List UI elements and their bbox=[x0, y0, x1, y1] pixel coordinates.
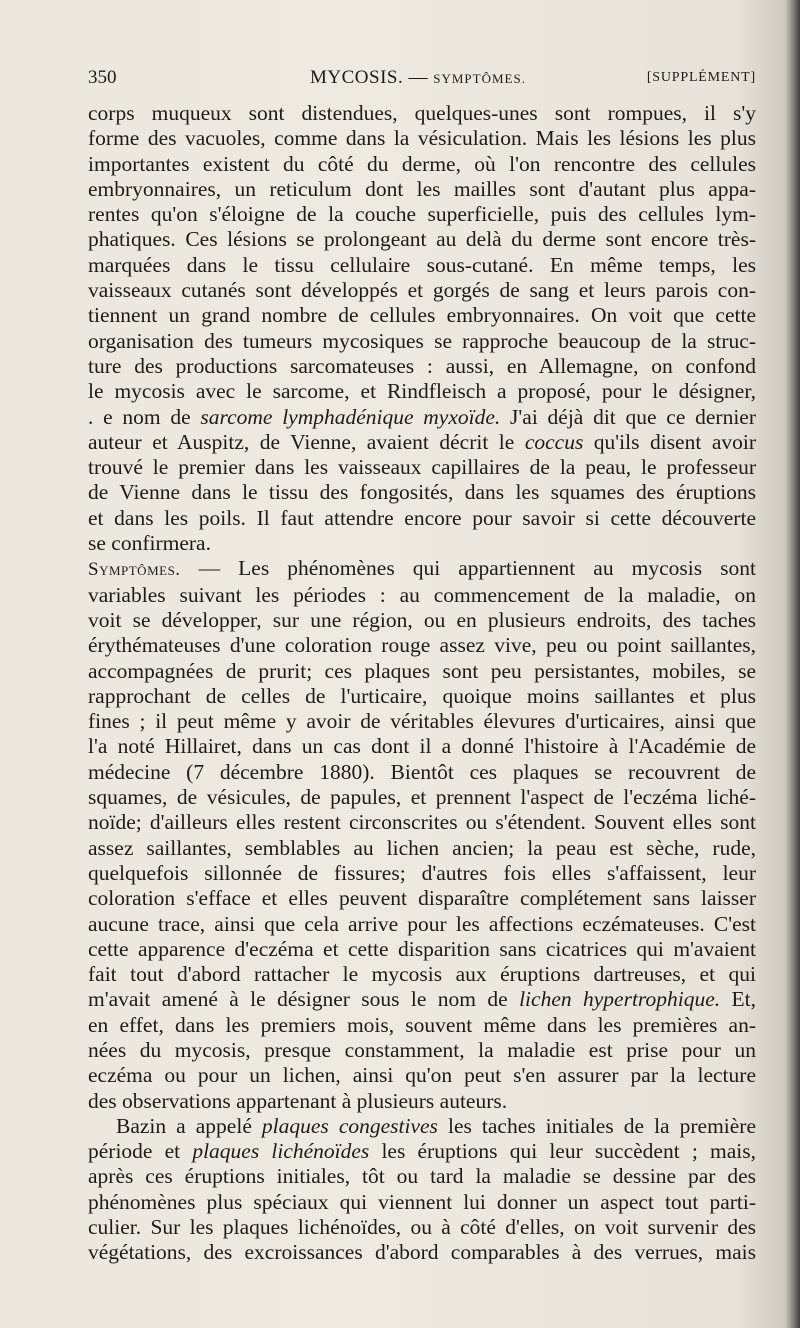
text-line: se confirmera. bbox=[88, 531, 211, 556]
text-line: tiennent un grand nombre de cellules embryonnaires. On voit que cette bbox=[88, 303, 756, 328]
text-line: importantes existent du côté du derme, où l'on rencontre des cellules bbox=[88, 151, 756, 176]
text-line: auteur et Auspitz, de Vienne, avaient décrit le coccus qu'ils disent avoir bbox=[88, 429, 756, 454]
page-edge-shadow bbox=[786, 0, 800, 1328]
text-line: et dans les poils. Il faut attendre encore pour savoir si cette découverte bbox=[88, 505, 756, 530]
text-line: Bazin a appelé plaques congestives les taches initiales de la première bbox=[116, 1113, 757, 1138]
text-line: végétations, des excroissances d'abord comparables à des verrues, mais bbox=[88, 1240, 756, 1265]
text-line: rentes qu'on s'éloigne de la couche superficielle, puis des cellules lym- bbox=[88, 202, 756, 227]
text-line: voit se développer, sur une région, ou en plusieurs endroits, des taches bbox=[88, 607, 756, 632]
text-line: eczéma ou pour un lichen, ainsi qu'on peut s'en assurer par la lecture bbox=[88, 1063, 756, 1088]
text-line: assez saillantes, semblables au lichen ancien; la peau est sèche, rude, bbox=[88, 835, 756, 860]
text-line: médecine (7 décembre 1880). Bientôt ces plaques se recouvrent de bbox=[88, 759, 756, 784]
page-number: 350 bbox=[88, 67, 117, 88]
text-line: des observations appartenant à plusieurs auteurs. bbox=[88, 1088, 508, 1113]
text-line: cette apparence d'eczéma et cette disparition sans cicatrices qui m'avaient bbox=[88, 936, 756, 961]
text-line: phénomènes plus spéciaux qui viennent lui donner un aspect tout parti- bbox=[88, 1189, 756, 1214]
text-line: érythémateuses d'une coloration rouge assez vive, peu ou point saillantes, bbox=[88, 633, 756, 658]
text-line: m'avait amené à le désigner sous le nom de lichen hypertrophique. Et, bbox=[88, 987, 757, 1012]
italic-term: plaques lichénoïdes bbox=[192, 1139, 370, 1164]
text-line: en effet, dans les premiers mois, souvent même dans les premières an- bbox=[88, 1012, 756, 1037]
text-line: fait tout d'abord rattacher le mycosis aux éruptions dartreuses, et qui bbox=[88, 962, 756, 987]
text-line: nées du mycosis, presque constamment, la maladie est prise pour un bbox=[88, 1037, 756, 1062]
running-header bbox=[88, 66, 756, 90]
body-text bbox=[88, 101, 756, 1266]
text-line: trouvé le premier dans les vaisseaux capillaires de la peau, le professeur bbox=[88, 455, 756, 480]
text-line: l'a noté Hillairet, dans un cas dont il a donné l'histoire à l'Académie de bbox=[88, 734, 756, 759]
text-line: Symptômes. — Les phénomènes qui appartiennent au mycosis sont bbox=[88, 556, 756, 581]
text-line: corps muqueux sont distendues, quelques-unes sont rompues, il s'y bbox=[88, 101, 756, 125]
text-line: vaisseaux cutanés sont développés et gorgés de sang et leurs parois con- bbox=[88, 278, 756, 303]
running-subtitle: SYMPTÔMES. bbox=[433, 71, 526, 86]
text-line: ture des productions sarcomateuses : aussi, en Allemagne, on confond bbox=[88, 353, 756, 378]
text-line: après ces éruptions initiales, tôt ou tard la maladie se dessine par des bbox=[88, 1164, 756, 1189]
italic-term: plaques congestives bbox=[261, 1113, 438, 1138]
text-line: rapprochant de celles de l'urticaire, quoique moins saillantes et plus bbox=[88, 683, 756, 708]
text-line: culier. Sur les plaques lichénoïdes, ou à côté d'elles, on voit survenir des bbox=[88, 1215, 756, 1240]
text-line: marquées dans le tissu cellulaire sous-cutané. En même temps, les bbox=[88, 252, 756, 277]
running-title: MYCOSIS. — SYMPTÔMES. bbox=[310, 67, 526, 88]
text-line: période et plaques lichénoïdes les éruptions qui leur succèdent ; mais, bbox=[88, 1139, 756, 1164]
text-line: de Vienne dans le tissu des fongosités, dans les squames des éruptions bbox=[88, 480, 756, 505]
text-line: coloration s'efface et elles peuvent disparaître complétement sans laisser bbox=[88, 886, 756, 911]
text-line: accompagnées de prurit; ces plaques sont peu persistantes, mobiles, se bbox=[88, 658, 756, 683]
text-line: forme des vacuoles, comme dans la vésiculation. Mais les lésions les plus bbox=[88, 126, 756, 151]
section-label: [SUPPLÉMENT] bbox=[646, 70, 756, 85]
italic-term: sarcome lymphadénique myxoïde. bbox=[200, 404, 501, 429]
text-line: quelquefois sillonnée de fissures; d'autres fois elles s'affaissent, leur bbox=[88, 860, 756, 885]
text-line: embryonnaires, un reticulum dont les mailles sont d'autant plus appa- bbox=[88, 176, 756, 201]
section-heading: Symptômes. bbox=[88, 559, 181, 581]
text-line: aucune trace, ainsi que cela arrive pour les affections eczémateuses. C'est bbox=[88, 911, 756, 936]
text-line: . e nom de sarcome lymphadénique myxoïde. J'ai déjà dit que ce dernier bbox=[88, 404, 757, 429]
text-line: variables suivant les périodes : au commencement de la maladie, on bbox=[88, 582, 756, 607]
text-line: organisation des tumeurs mycosiques se rapproche beaucoup de la struc- bbox=[88, 328, 756, 353]
text-line: squames, de vésicules, de papules, et prennent l'aspect de l'eczéma liché- bbox=[88, 785, 756, 810]
text-line: fines ; il peut même y avoir de véritables élevures d'urticaires, ainsi que bbox=[88, 709, 756, 734]
text-line: le mycosis avec le sarcome, et Rindfleisch a proposé, pour le désigner, bbox=[88, 379, 756, 404]
text-line: phatiques. Ces lésions se prolongeant au delà du derme sont encore très- bbox=[88, 227, 756, 252]
italic-term: lichen hypertrophique. bbox=[519, 987, 721, 1012]
text-line: noïde; d'ailleurs elles restent circonscrites ou s'étendent. Souvent elles sont bbox=[88, 810, 756, 835]
